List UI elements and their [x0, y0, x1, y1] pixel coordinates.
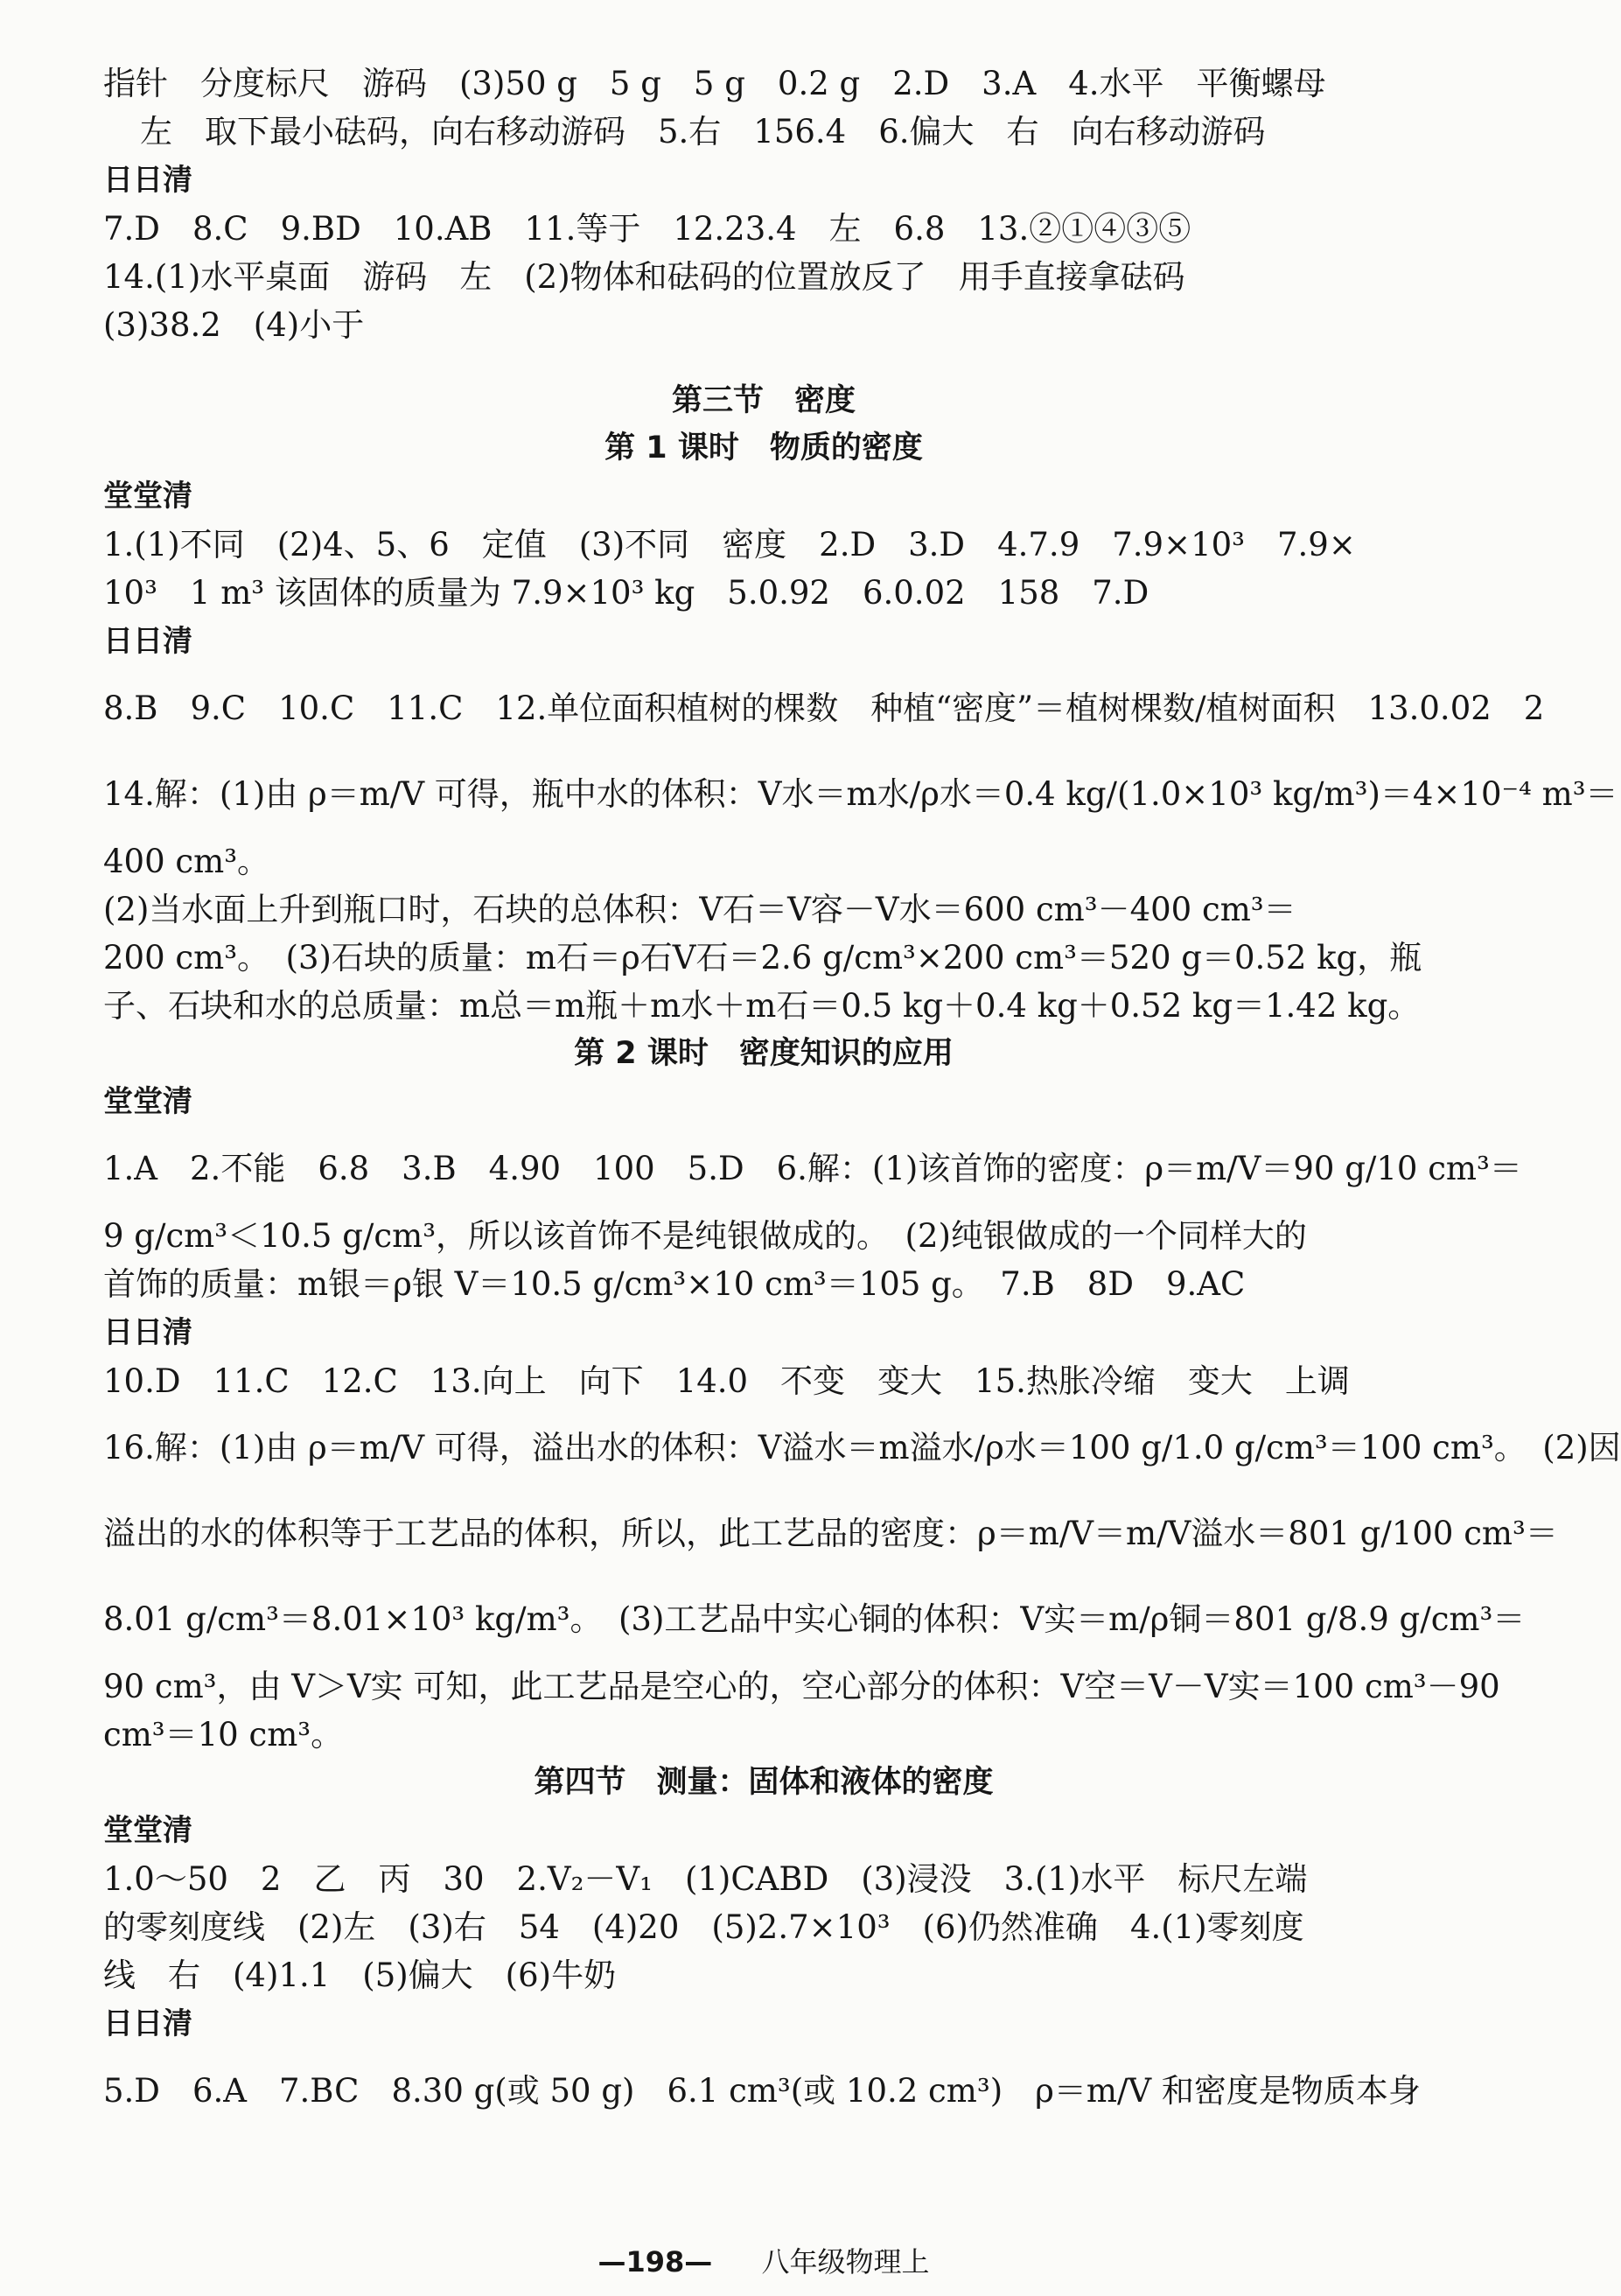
section-title: 第三节 密度	[671, 383, 856, 418]
section-label: 日日清	[103, 2006, 192, 2041]
text-line: 子、石块和水的总质量：m总＝m瓶＋m水＋m石＝0.5 kg＋0.4 kg＋0.52 kg＝1.42 kg。	[103, 987, 1421, 1025]
text-line: 7.D 8.C 9.BD 10.AB 11.等于 12.23.4 左 6.8 13.②①④③⑤	[103, 210, 1191, 248]
page-number: —198—	[597, 2245, 713, 2278]
section-title: 第四节 测量：固体和液体的密度	[534, 1765, 994, 1800]
section-label: 日日清	[103, 163, 192, 198]
text-line: (3)38.2 (4)小于	[103, 306, 365, 344]
section-label: 堂堂清	[103, 479, 192, 514]
text-line: 指针 分度标尺 游码 (3)50 g 5 g 5 g 0.2 g 2.D 3.A 4.水平 平衡螺母	[103, 65, 1326, 102]
text-line: 10.D 11.C 12.C 13.向上 向下 14.0 不变 变大 15.热胀冷缩 变大 上调	[103, 1362, 1350, 1400]
text-line: 90 cm³，由 V＞V实 可知，此工艺品是空心的，空心部分的体积：V空＝V－V实＝100 cm³－90	[103, 1668, 1500, 1705]
text-line: (2)当水面上升到瓶口时，石块的总体积：V石＝V容－V水＝600 cm³－400 cm³＝	[103, 891, 1296, 928]
text-line: 1.0～50 2 乙 丙 30 2.V₂－V₁ (1)CABD (3)浸没 3.(1)水平 标尺左端	[103, 1860, 1308, 1898]
book-title: 八年级物理上	[761, 2245, 930, 2278]
lesson-title: 第 1 课时 物质的密度	[604, 430, 923, 466]
text-line: 400 cm³。	[103, 843, 270, 880]
text-line: 16.解：(1)由 ρ＝m/V 可得，溢出水的体积：V溢水＝m溢水/ρ水＝100 g/1.0 g/cm³＝100 cm³。 (2)因	[103, 1429, 1621, 1466]
text-line: 14.解：(1)由 ρ＝m/V 可得，瓶中水的体积：V水＝m水/ρ水＝0.4 kg/(1.0×10³ kg/m³)＝4×10⁻⁴ m³＝	[103, 775, 1618, 813]
text-line: 首饰的质量：m银＝ρ银 V＝10.5 g/cm³×10 cm³＝105 g。 7.B 8D 9.AC	[103, 1265, 1246, 1303]
text-line: 8.01 g/cm³＝8.01×10³ kg/m³。 (3)工艺品中实心铜的体积：V实＝m/ρ铜＝801 g/8.9 g/cm³＝	[103, 1600, 1526, 1638]
text-line: 1.(1)不同 (2)4、5、6 定值 (3)不同 密度 2.D 3.D 4.7.9 7.9×10³ 7.9×	[103, 526, 1356, 564]
section-label: 日日清	[103, 1315, 192, 1350]
text-line: 的零刻度线 (2)左 (3)右 54 (4)20 (5)2.7×10³ (6)仍然准确 4.(1)零刻度	[103, 1908, 1304, 1946]
text-line: 溢出的水的体积等于工艺品的体积，所以，此工艺品的密度：ρ＝m/V＝m/V溢水＝801 g/100 cm³＝	[103, 1515, 1558, 1552]
text-line: 14.(1)水平桌面 游码 左 (2)物体和砝码的位置放反了 用手直接拿砝码	[103, 258, 1185, 296]
text-line: 5.D 6.A 7.BC 8.30 g(或 50 g) 6.1 cm³(或 10.2 cm³) ρ＝m/V 和密度是物质本身	[103, 2072, 1421, 2110]
text-line: 9 g/cm³＜10.5 g/cm³，所以该首饰不是纯银做成的。 (2)纯银做成的一个同样大的	[103, 1217, 1307, 1255]
text-line: 8.B 9.C 10.C 11.C 12.单位面积植树的棵数 种植“密度”＝植树棵数/植树面积 13.0.02 2	[103, 690, 1545, 727]
page-footer	[0, 2240, 1527, 2280]
text-line: 10³ 1 m³ 该固体的质量为 7.9×10³ kg 5.0.92 6.0.02 158 7.D	[103, 574, 1149, 612]
section-label: 堂堂清	[103, 1084, 192, 1119]
text-line: 200 cm³。 (3)石块的质量：m石＝ρ石V石＝2.6 g/cm³×200 cm³＝520 g＝0.52 kg，瓶	[103, 939, 1422, 976]
section-label: 日日清	[103, 624, 192, 659]
text-line: cm³＝10 cm³。	[103, 1716, 344, 1754]
text-line: 线 右 (4)1.1 (5)偏大 (6)牛奶	[103, 1956, 617, 1994]
text-line: 1.A 2.不能 6.8 3.B 4.90 100 5.D 6.解：(1)该首饰的密度：ρ＝m/V＝90 g/10 cm³＝	[103, 1150, 1522, 1187]
lesson-title: 第 2 课时 密度知识的应用	[574, 1036, 954, 1071]
section-label: 堂堂清	[103, 1813, 192, 1848]
text-line: 左 取下最小砝码，向右移动游码 5.右 156.4 6.偏大 右 向右移动游码	[140, 113, 1266, 150]
